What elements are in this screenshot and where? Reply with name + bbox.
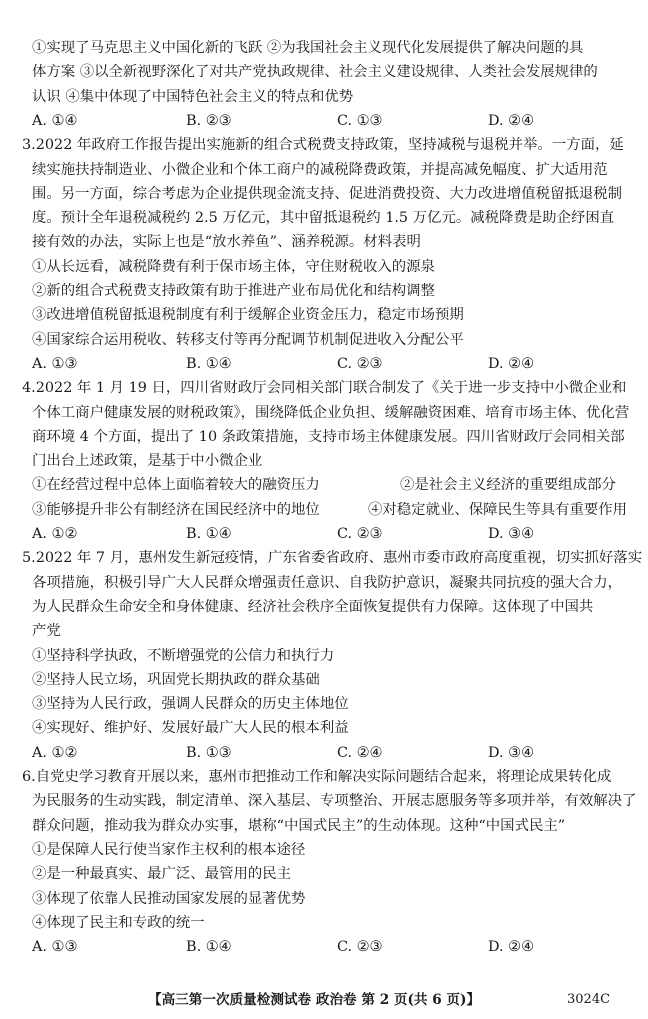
option-b: B. ①④ (186, 355, 232, 372)
q3-statement: ④国家综合运用税收、转移支付等再分配调节机制促进收入分配公平 (32, 331, 464, 348)
q4-statement: ②是社会主义经济的重要组成部分 (400, 477, 616, 494)
q3-statement: ①从长远看，减税降费有利于保市场主体，守住财税收入的源泉 (32, 258, 435, 275)
option-c: C. ②③ (337, 939, 383, 956)
q2-statement-line: ①实现了马克思主义中国化新的飞跃 ②为我国社会主义现代化发展提供了解决问题的具 (32, 40, 584, 56)
option-a: A. ①② (32, 526, 78, 542)
q6-stem-line: 为民服务的生动实践，制定清单、深入基层、专项整治、开展志愿服务等多项并举，有效解决了 (32, 793, 637, 810)
option-d: D. ③④ (488, 526, 534, 542)
option-d: D. ③④ (488, 744, 534, 761)
option-c: C. ②③ (337, 355, 383, 372)
option-a: A. ①③ (32, 939, 78, 956)
q5-stem-line: 各项措施，积极引导广大人民群众增强责任意识、自我防护意识，凝聚共同抗疫的强大合力， (32, 574, 623, 591)
option-c: C. ①③ (337, 112, 383, 129)
q4-statement: ④对稳定就业、保障民生等具有重要作用 (368, 501, 628, 518)
q4-stem-line: 商环境 4 个方面，提出了 10 条政策措施，支持市场主体健康发展。四川省财政厅会同相关部 (32, 428, 625, 445)
q5-statement: ①坚持科学执政，不断增强党的公信力和执行力 (32, 647, 335, 664)
option-b: B. ①③ (186, 744, 232, 761)
option-d: D. ②④ (488, 355, 534, 372)
q5-options (0, 741, 648, 765)
q4-stem-line: 门出台上述政策，是基于中小微企业 (32, 453, 263, 470)
q5-stem-line: 5.2022 年 7 月，惠州发生新冠疫情，广东省委省政府、惠州市委市政府高度重视，切实抓好落实 (22, 550, 643, 567)
q3-stem-line: 3.2022 年政府工作报告提出实施新的组合式税费支持政策，坚持减税与退税并举。一方面，延 (22, 137, 624, 154)
q3-stem-line: 围。另一方面，综合考虑为企业提供现金流支持、促进消费投资、大力改进增值税留抵退税制 (32, 185, 623, 202)
option-c: C. ②④ (337, 744, 383, 761)
option-b: B. ②③ (186, 112, 232, 129)
q4-statements-row (32, 498, 628, 522)
q6-statement: ①是保障人民行使当家作主权利的根本途径 (32, 841, 306, 858)
q3-options (0, 352, 648, 376)
page-footer (0, 989, 648, 1011)
q6-statement: ③体现了依靠人民推动国家发展的显著优势 (32, 890, 306, 907)
q4-options (0, 522, 648, 546)
option-c: C. ②③ (337, 526, 383, 542)
q4-statement: ①在经营过程中总体上面临着较大的融资压力 (32, 477, 320, 494)
q3-statement: ③改进增值税留抵退税制度有利于缓解企业资金压力，稳定市场预期 (32, 307, 464, 324)
q6-stem-line: 群众问题，推动我为群众办实事，堪称“中国式民主”的生动体现。这种“中国式民主” (32, 817, 566, 834)
q2-statement-line: 认识 ④集中体现了中国特色社会主义的特点和优势 (32, 88, 354, 105)
q3-stem-line: 接有效的办法，实际上也是“放水养鱼”、涵养税源。材料表明 (32, 234, 421, 251)
q6-stem-line: 6.自党史学习教育开展以来，惠州市把推动工作和解决实际问题结合起来，将理论成果转化成 (22, 769, 612, 785)
q4-statements-row (32, 473, 618, 497)
q3-stem-line: 度。预计全年退税减税约 2.5 万亿元，其中留抵退税约 1.5 万亿元。减税降费是助企纾困直 (32, 210, 615, 227)
footer-title: 【高三第一次质量检测试卷 政治卷 第 2 页(共 6 页)】 (148, 992, 481, 1008)
option-a: A. ①④ (32, 112, 78, 129)
q6-options (0, 935, 648, 959)
q5-stem-line: 产党 (32, 623, 61, 640)
option-a: A. ①② (32, 744, 78, 761)
q6-statement: ②是一种最真实、最广泛、最管用的民主 (32, 866, 292, 883)
footer-code: 3024C (567, 992, 611, 1007)
q5-statement: ②坚持人民立场，巩固党长期执政的群众基础 (32, 671, 320, 688)
q5-stem-line: 为人民群众生命安全和身体健康、经济社会秩序全面恢复提供有力保障。这体现了中国共 (32, 598, 594, 615)
option-d: D. ②④ (488, 939, 534, 956)
option-b: B. ①④ (186, 526, 232, 542)
q4-stem-line: 个体工商户健康发展的财税政策》，围绕降低企业负担、缓解融资困难、培育市场主体、优化营 (32, 404, 630, 421)
q6-statement: ④体现了民主和专政的统一 (32, 914, 205, 931)
option-a: A. ①③ (32, 355, 78, 372)
q5-statement: ③坚持为人民行政，强调人民群众的历史主体地位 (32, 696, 349, 713)
q2-options (0, 109, 648, 133)
option-d: D. ②④ (488, 112, 534, 129)
q4-statement: ③能够提升非公有制经济在国民经济中的地位 (32, 501, 320, 518)
q3-statement: ②新的组合式税费支持政策有助于推进产业布局优化和结构调整 (32, 283, 435, 299)
q5-statement: ④实现好、维护好、发展好最广大人民的根本利益 (32, 720, 349, 737)
q4-stem-line: 4.2022 年 1 月 19 日，四川省财政厅会同相关部门联合制发了《关于进一步支持中小微企业和 (22, 380, 627, 397)
option-b: B. ①④ (186, 939, 232, 956)
q2-statement-line: 体方案 ③以全新视野深化了对共产党执政规律、社会主义建设规律、人类社会发展规律的 (32, 64, 598, 81)
q3-stem-line: 续实施扶持制造业、小微企业和个体工商户的减税降费政策，并提高减免幅度、扩大适用范 (32, 161, 608, 178)
